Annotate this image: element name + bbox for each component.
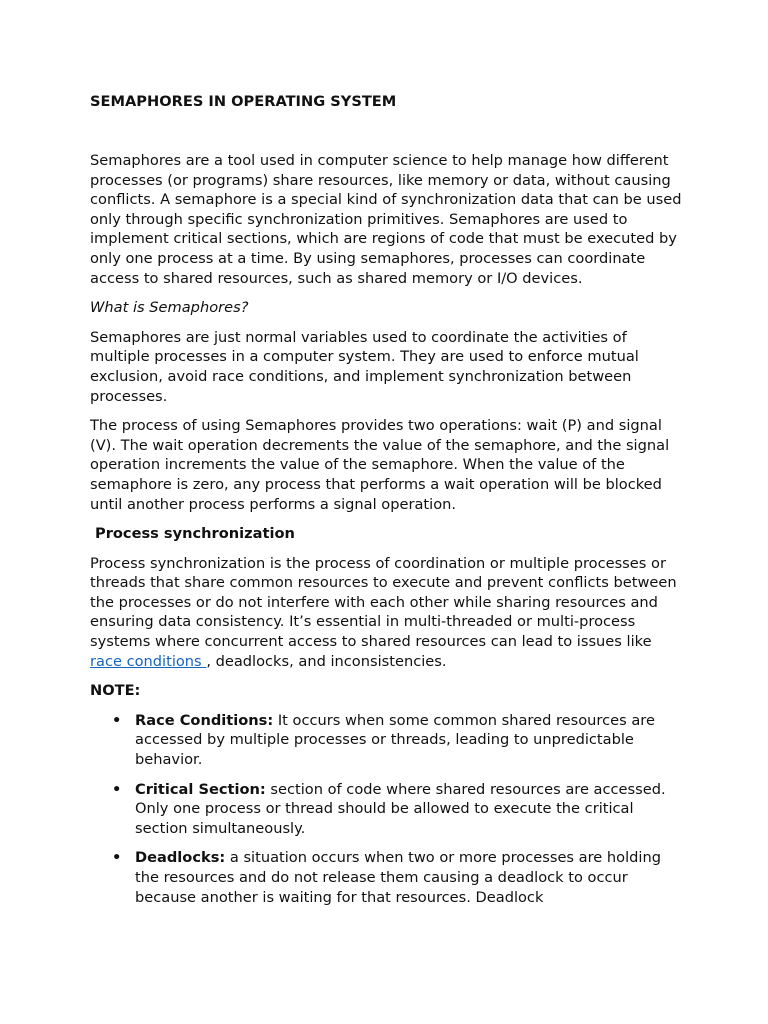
note-text: a situation occurs when two or more processes are holding the resources and do not release them causing a deadlock to occur because another is waiting for that resources. Deadlock bbox=[135, 849, 661, 906]
bullet-icon: • bbox=[112, 780, 122, 798]
document-body bbox=[90, 151, 686, 917]
sync-text-before-link: Process synchronization is the process of coordination or multiple processes or threads that share common resources to execute and prevent conflicts between the processes or do not interfere with each other while sharing resources and ensuring data consistency. It’s essential in multi-threaded or multi-process systems where concurrent access to shared resources can lead to issues like bbox=[90, 554, 677, 651]
bullet-icon: • bbox=[112, 711, 122, 729]
question-subheading: What is Semaphores? bbox=[90, 299, 249, 317]
list-item bbox=[90, 780, 686, 839]
sync-heading: Process synchronization bbox=[95, 525, 295, 543]
note-text: It occurs when some common shared resources are accessed by multiple processes or threads, leading to unpredictable behavior. bbox=[135, 711, 655, 769]
sync-paragraph bbox=[90, 554, 686, 672]
bullet-icon: • bbox=[112, 849, 122, 867]
list-item bbox=[90, 848, 686, 907]
note-term: Critical Section: bbox=[135, 780, 266, 798]
note-term: Race Conditions: bbox=[135, 711, 274, 729]
note-text: section of code where shared resources are accessed. Only one process or thread should be allowed to execute the critical section simultaneously. bbox=[135, 780, 666, 837]
note-term: Deadlocks: bbox=[135, 849, 226, 867]
list-item bbox=[90, 711, 686, 770]
intro-paragraph: Semaphores are a tool used in computer science to help manage how different processes (or programs) share resources, like memory or data, without causing conflicts. A semaphore is a special kind of synchronization data that can be used only through specific synchronization primitives. Semaphores are used to implement critical sections, which are regions of code that must be executed by only one process at a time. By using semaphores, processes can coordinate access to shared resources, such as shared memory or I/O devices. bbox=[90, 152, 682, 287]
race-conditions-link[interactable]: race conditions bbox=[90, 652, 207, 670]
sync-text-after-link: , deadlocks, and inconsistencies. bbox=[206, 652, 447, 670]
document-title: SEMAPHORES IN OPERATING SYSTEM bbox=[90, 93, 397, 110]
note-label: NOTE: bbox=[90, 682, 141, 700]
notes-list bbox=[90, 711, 686, 907]
definition-paragraph: Semaphores are just normal variables used to coordinate the activities of multiple processes in a computer system. They are used to enforce mutual exclusion, avoid race conditions, and implement synchronization between processes. bbox=[90, 328, 639, 405]
operations-paragraph: The process of using Semaphores provides two operations: wait (P) and signal (V). The wait operation decrements the value of the semaphore, and the signal operation increments the value of the semaphore. When the value of the semaphore is zero, any process that performs a wait operation will be blocked until another process performs a signal operation. bbox=[90, 417, 670, 513]
